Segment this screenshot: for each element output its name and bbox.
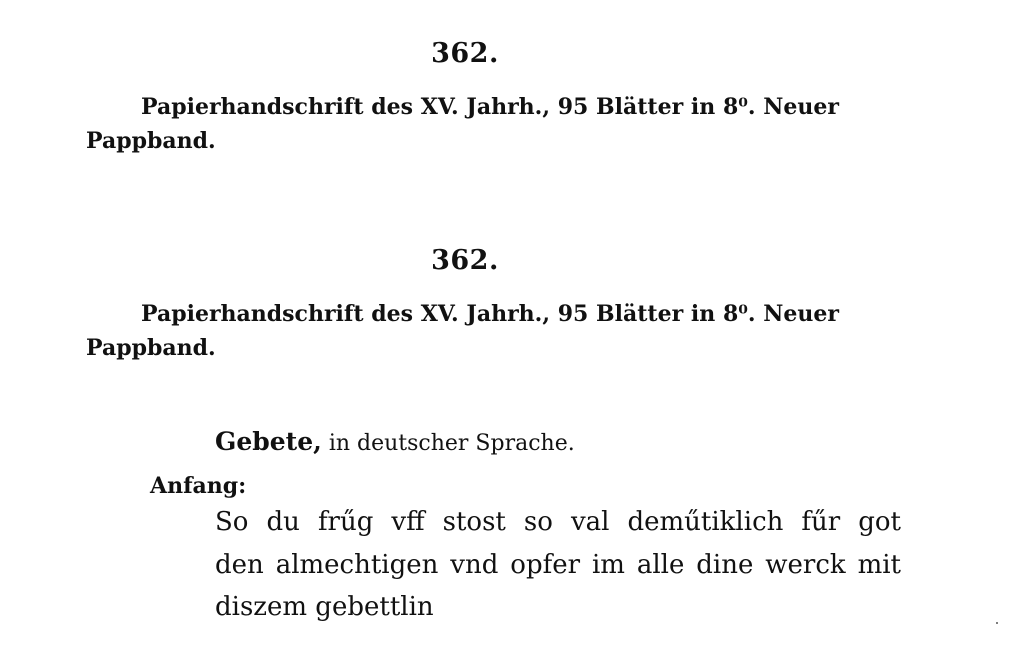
- entry-description-line: Pappband.: [86, 335, 216, 361]
- work-title-suffix: in deutscher Sprache.: [328, 431, 575, 456]
- entry-description-line: Pappband.: [86, 128, 216, 154]
- entry-description-line: Papierhandschrift des XV. Jahrh., 95 Blätter in 8⁰. Neuer: [141, 94, 839, 120]
- incipit-line: den almechtigen vnd opfer im alle dine werck mit: [215, 550, 901, 580]
- entry-number: 362.: [431, 245, 499, 276]
- incipit-line: So du frűg vff stost so val deműtiklich fűr got: [215, 507, 901, 537]
- entry-description-line: Papierhandschrift des XV. Jahrh., 95 Blätter in 8⁰. Neuer: [141, 301, 839, 327]
- work-title: Gebete,: [215, 427, 322, 456]
- work-title-line: [215, 427, 575, 456]
- incipit-label: Anfang:: [150, 473, 247, 499]
- scan-speck: [996, 622, 998, 624]
- entry-number: 362.: [431, 38, 499, 69]
- incipit-line: diszem gebettlin: [215, 592, 434, 622]
